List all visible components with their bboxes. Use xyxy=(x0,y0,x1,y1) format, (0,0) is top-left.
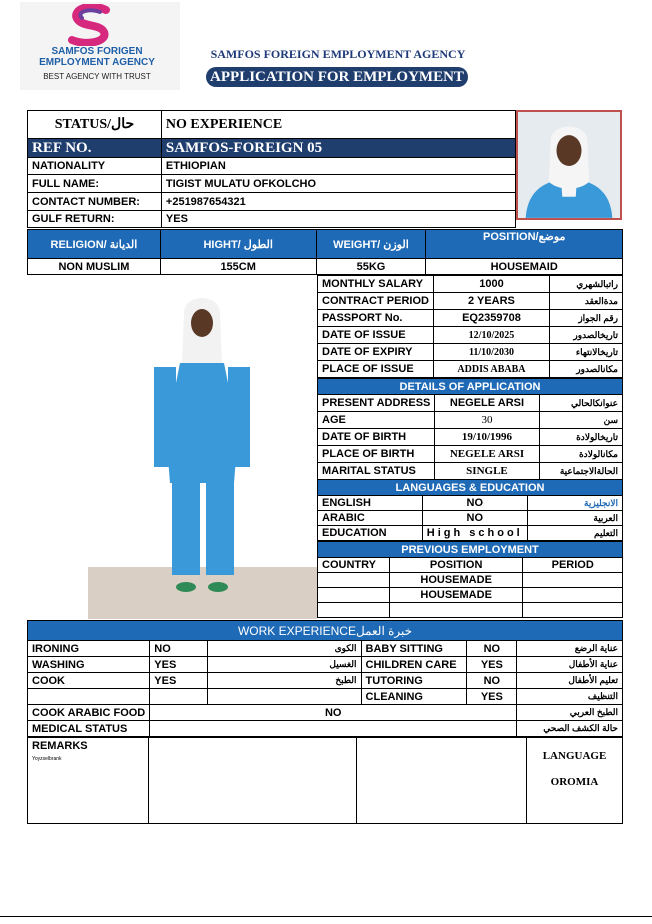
work-skill2-value: NO xyxy=(467,673,517,689)
work-skill2-value: NO xyxy=(467,641,517,657)
work-skill-ar: الكوى xyxy=(207,641,361,657)
work-skill2-ar: عناية الرضع xyxy=(517,641,623,657)
form-title: APPLICATION FOR EMPLOYMENT xyxy=(206,67,468,87)
work-skill2-label: TUTORING xyxy=(361,673,467,689)
ref-row xyxy=(28,139,516,158)
fullname-value: TIGIST MULATU OFKOLCHO xyxy=(161,175,515,193)
work-skill2-label: BABY SITTING xyxy=(361,641,467,657)
contact-row xyxy=(28,193,516,211)
work-experience-header: WORK EXPERIENCEخبرة العمل xyxy=(28,621,623,641)
contract-label: PASSPORT No. xyxy=(318,310,434,327)
work-skill2-ar: تعليم الأطفال xyxy=(517,673,623,689)
medical-row xyxy=(28,721,623,737)
contract-ar: مكانالصدور xyxy=(549,361,622,378)
religion-value: NON MUSLIM xyxy=(28,259,161,275)
details-row xyxy=(318,395,623,412)
contract-row xyxy=(318,310,623,327)
contract-label: MONTHLY SALARY xyxy=(318,276,434,293)
languages-header: LANGUAGES & EDUCATION xyxy=(318,480,623,496)
contract-ar: راتبالشهري xyxy=(549,276,622,293)
details-value: NEGELE ARSI xyxy=(435,395,539,412)
ref-value: SAMFOS-FOREIGN 05 xyxy=(161,139,515,158)
contract-value: 2 YEARS xyxy=(433,293,549,310)
previous-employment-row xyxy=(318,588,623,603)
medical-ar: حالة الكشف الصحي xyxy=(517,721,623,737)
work-skill-value xyxy=(150,689,208,705)
applicant-full-body-photo xyxy=(88,283,317,619)
medical-label: MEDICAL STATUS xyxy=(28,721,150,737)
language-value: NO xyxy=(422,511,527,526)
details-ar: عنوانكالحالي xyxy=(539,395,622,412)
details-header: DETAILS OF APPLICATION xyxy=(318,379,623,395)
contract-row xyxy=(318,327,623,344)
weight-value: 55KG xyxy=(316,259,426,275)
agency-name: SAMFOS FOREIGN EMPLOYMENT AGENCY xyxy=(210,47,466,61)
details-value: NEGELE ARSI xyxy=(435,446,539,463)
language-value: NO xyxy=(422,496,527,511)
work-skill-value: YES xyxy=(150,657,208,673)
previous-employment-header: PREVIOUS EMPLOYMENT xyxy=(318,542,623,558)
status-value: NO EXPERIENCE xyxy=(161,111,515,139)
remarks-label: REMARKS xyxy=(32,740,88,752)
contract-row xyxy=(318,361,623,378)
work-skill2-value: YES xyxy=(467,657,517,673)
details-row xyxy=(318,446,623,463)
ref-label: REF NO. xyxy=(28,139,162,158)
previous-country xyxy=(318,588,390,603)
attributes-header-row xyxy=(28,230,623,259)
medical-value xyxy=(150,721,517,737)
previous-position xyxy=(389,603,523,618)
language-label: ARABIC xyxy=(318,511,423,526)
country-column: COUNTRY xyxy=(318,558,390,573)
work-row xyxy=(28,673,623,689)
details-label: PRESENT ADDRESS xyxy=(318,395,435,412)
details-table xyxy=(317,378,623,480)
details-ar: سن xyxy=(539,412,622,429)
work-experience-table xyxy=(27,620,623,737)
work-skill-label: COOK xyxy=(28,673,150,689)
details-ar: تاريخالولادة xyxy=(539,429,622,446)
contact-label: CONTACT NUMBER: xyxy=(28,193,162,211)
details-label: AGE xyxy=(318,412,435,429)
details-row xyxy=(318,429,623,446)
work-skill2-ar: التنظيف xyxy=(517,689,623,705)
identity-table xyxy=(27,110,516,228)
previous-period xyxy=(523,603,623,618)
remarks-row xyxy=(28,738,623,824)
nationality-row xyxy=(28,158,516,175)
language-row xyxy=(318,496,623,511)
contract-label: DATE OF ISSUE xyxy=(318,327,434,344)
cook-arabic-value: NO xyxy=(150,705,517,721)
contract-label: CONTRACT PERIOD xyxy=(318,293,434,310)
details-row xyxy=(318,412,623,429)
fullname-label: FULL NAME: xyxy=(28,175,162,193)
language-label: ENGLISH xyxy=(318,496,423,511)
previous-position: HOUSEMADE xyxy=(389,588,523,603)
contract-ar: تاريخالانتهاء xyxy=(549,344,622,361)
logo-line1: SAMFOS FORIGEN xyxy=(51,46,143,57)
period-column: PERIOD xyxy=(523,558,623,573)
height-header: HIGHT/ الطول xyxy=(160,230,316,259)
details-value: SINGLE xyxy=(435,463,539,480)
contract-value: 1000 xyxy=(433,276,549,293)
nationality-value: ETHIOPIAN xyxy=(161,158,515,175)
language-ar: التعليم xyxy=(527,526,622,541)
nationality-label: NATIONALITY xyxy=(28,158,162,175)
details-value: 19/10/1996 xyxy=(435,429,539,446)
language-value: OROMIA xyxy=(550,776,599,788)
work-skill-ar xyxy=(207,689,361,705)
language-ar: الانجليزية xyxy=(527,496,622,511)
work-row xyxy=(28,657,623,673)
position-column: POSITION xyxy=(389,558,523,573)
language-label: EDUCATION xyxy=(318,526,423,541)
logo-tagline: BEST AGENCY WITH TRUST xyxy=(43,72,151,81)
previous-position: HOUSEMADE xyxy=(389,573,523,588)
details-label: DATE OF BIRTH xyxy=(318,429,435,446)
remarks-blank-2 xyxy=(357,738,527,824)
work-skill2-ar: عناية الأطفال xyxy=(517,657,623,673)
details-label: MARITAL STATUS xyxy=(318,463,435,480)
remarks-blank-1 xyxy=(148,738,357,824)
weight-header: WEIGHT/ الوزن xyxy=(316,230,426,259)
logo-name xyxy=(22,46,172,68)
contract-ar: مدةالعقد xyxy=(549,293,622,310)
contract-label: PLACE OF ISSUE xyxy=(318,361,434,378)
attributes-table xyxy=(27,229,623,275)
attributes-value-row xyxy=(28,259,623,275)
contract-value: 12/10/2025 xyxy=(433,327,549,344)
gulf-row xyxy=(28,211,516,228)
work-skill2-value: YES xyxy=(467,689,517,705)
contract-label: DATE OF EXPIRY xyxy=(318,344,434,361)
status-row xyxy=(28,111,516,139)
details-label: PLACE OF BIRTH xyxy=(318,446,435,463)
work-skill-label: IRONING xyxy=(28,641,150,657)
languages-table xyxy=(317,479,623,541)
language-row xyxy=(318,526,623,541)
previous-country xyxy=(318,603,390,618)
cook-arabic-label: COOK ARABIC FOOD xyxy=(28,705,150,721)
applicant-portrait-photo xyxy=(516,110,622,220)
gulf-value: YES xyxy=(161,211,515,228)
cook-arabic-row xyxy=(28,705,623,721)
details-value: 30 xyxy=(435,412,539,429)
logo-line2: EMPLOYMENT AGENCY xyxy=(39,57,155,68)
contract-row xyxy=(318,293,623,310)
work-skill2-label: CHILDREN CARE xyxy=(361,657,467,673)
bottom-rule xyxy=(0,916,652,917)
religion-header: RELIGION/ الديانة xyxy=(28,230,161,259)
details-ar: الحالةالاجتماعية xyxy=(539,463,622,480)
work-skill-value: NO xyxy=(150,641,208,657)
agency-logo-s-icon xyxy=(60,4,120,46)
work-skill-label xyxy=(28,689,150,705)
work-skill-ar: الطبخ xyxy=(207,673,361,689)
previous-period xyxy=(523,588,623,603)
work-skill2-label: CLEANING xyxy=(361,689,467,705)
remarks-table xyxy=(27,737,623,824)
contract-value: EQ2359708 xyxy=(433,310,549,327)
cook-arabic-ar: الطبخ العربي xyxy=(517,705,623,721)
language-row xyxy=(318,511,623,526)
work-skill-label: WASHING xyxy=(28,657,150,673)
language-ar: العربية xyxy=(527,511,622,526)
contact-value: +251987654321 xyxy=(161,193,515,211)
details-row xyxy=(318,463,623,480)
previous-employment-table xyxy=(317,541,623,618)
status-label: STATUS/حال xyxy=(28,111,162,139)
remarks-note: Yoyzselbrank xyxy=(32,756,62,762)
work-row xyxy=(28,689,623,705)
language-cell xyxy=(527,738,623,824)
position-value: HOUSEMAID xyxy=(426,259,623,275)
remarks-cell xyxy=(28,738,149,824)
work-skill-value: YES xyxy=(150,673,208,689)
contract-value: ADDIS ABABA xyxy=(433,361,549,378)
language-label: LANGUAGE xyxy=(542,750,607,762)
previous-employment-columns xyxy=(318,558,623,573)
previous-period xyxy=(523,573,623,588)
contract-table xyxy=(317,275,623,378)
contract-row xyxy=(318,276,623,293)
contract-value: 11/10/2030 xyxy=(433,344,549,361)
previous-employment-row xyxy=(318,573,623,588)
previous-employment-row xyxy=(318,603,623,618)
contract-ar: رقم الجواز xyxy=(549,310,622,327)
work-skill-ar: الغسيل xyxy=(207,657,361,673)
height-value: 155CM xyxy=(160,259,316,275)
details-ar: مكانالولادة xyxy=(539,446,622,463)
fullname-row xyxy=(28,175,516,193)
contract-row xyxy=(318,344,623,361)
position-header: POSITION/موضع xyxy=(426,230,623,259)
work-row xyxy=(28,641,623,657)
previous-country xyxy=(318,573,390,588)
gulf-label: GULF RETURN: xyxy=(28,211,162,228)
contract-ar: تاريخالصدور xyxy=(549,327,622,344)
language-value: High school xyxy=(422,526,527,541)
